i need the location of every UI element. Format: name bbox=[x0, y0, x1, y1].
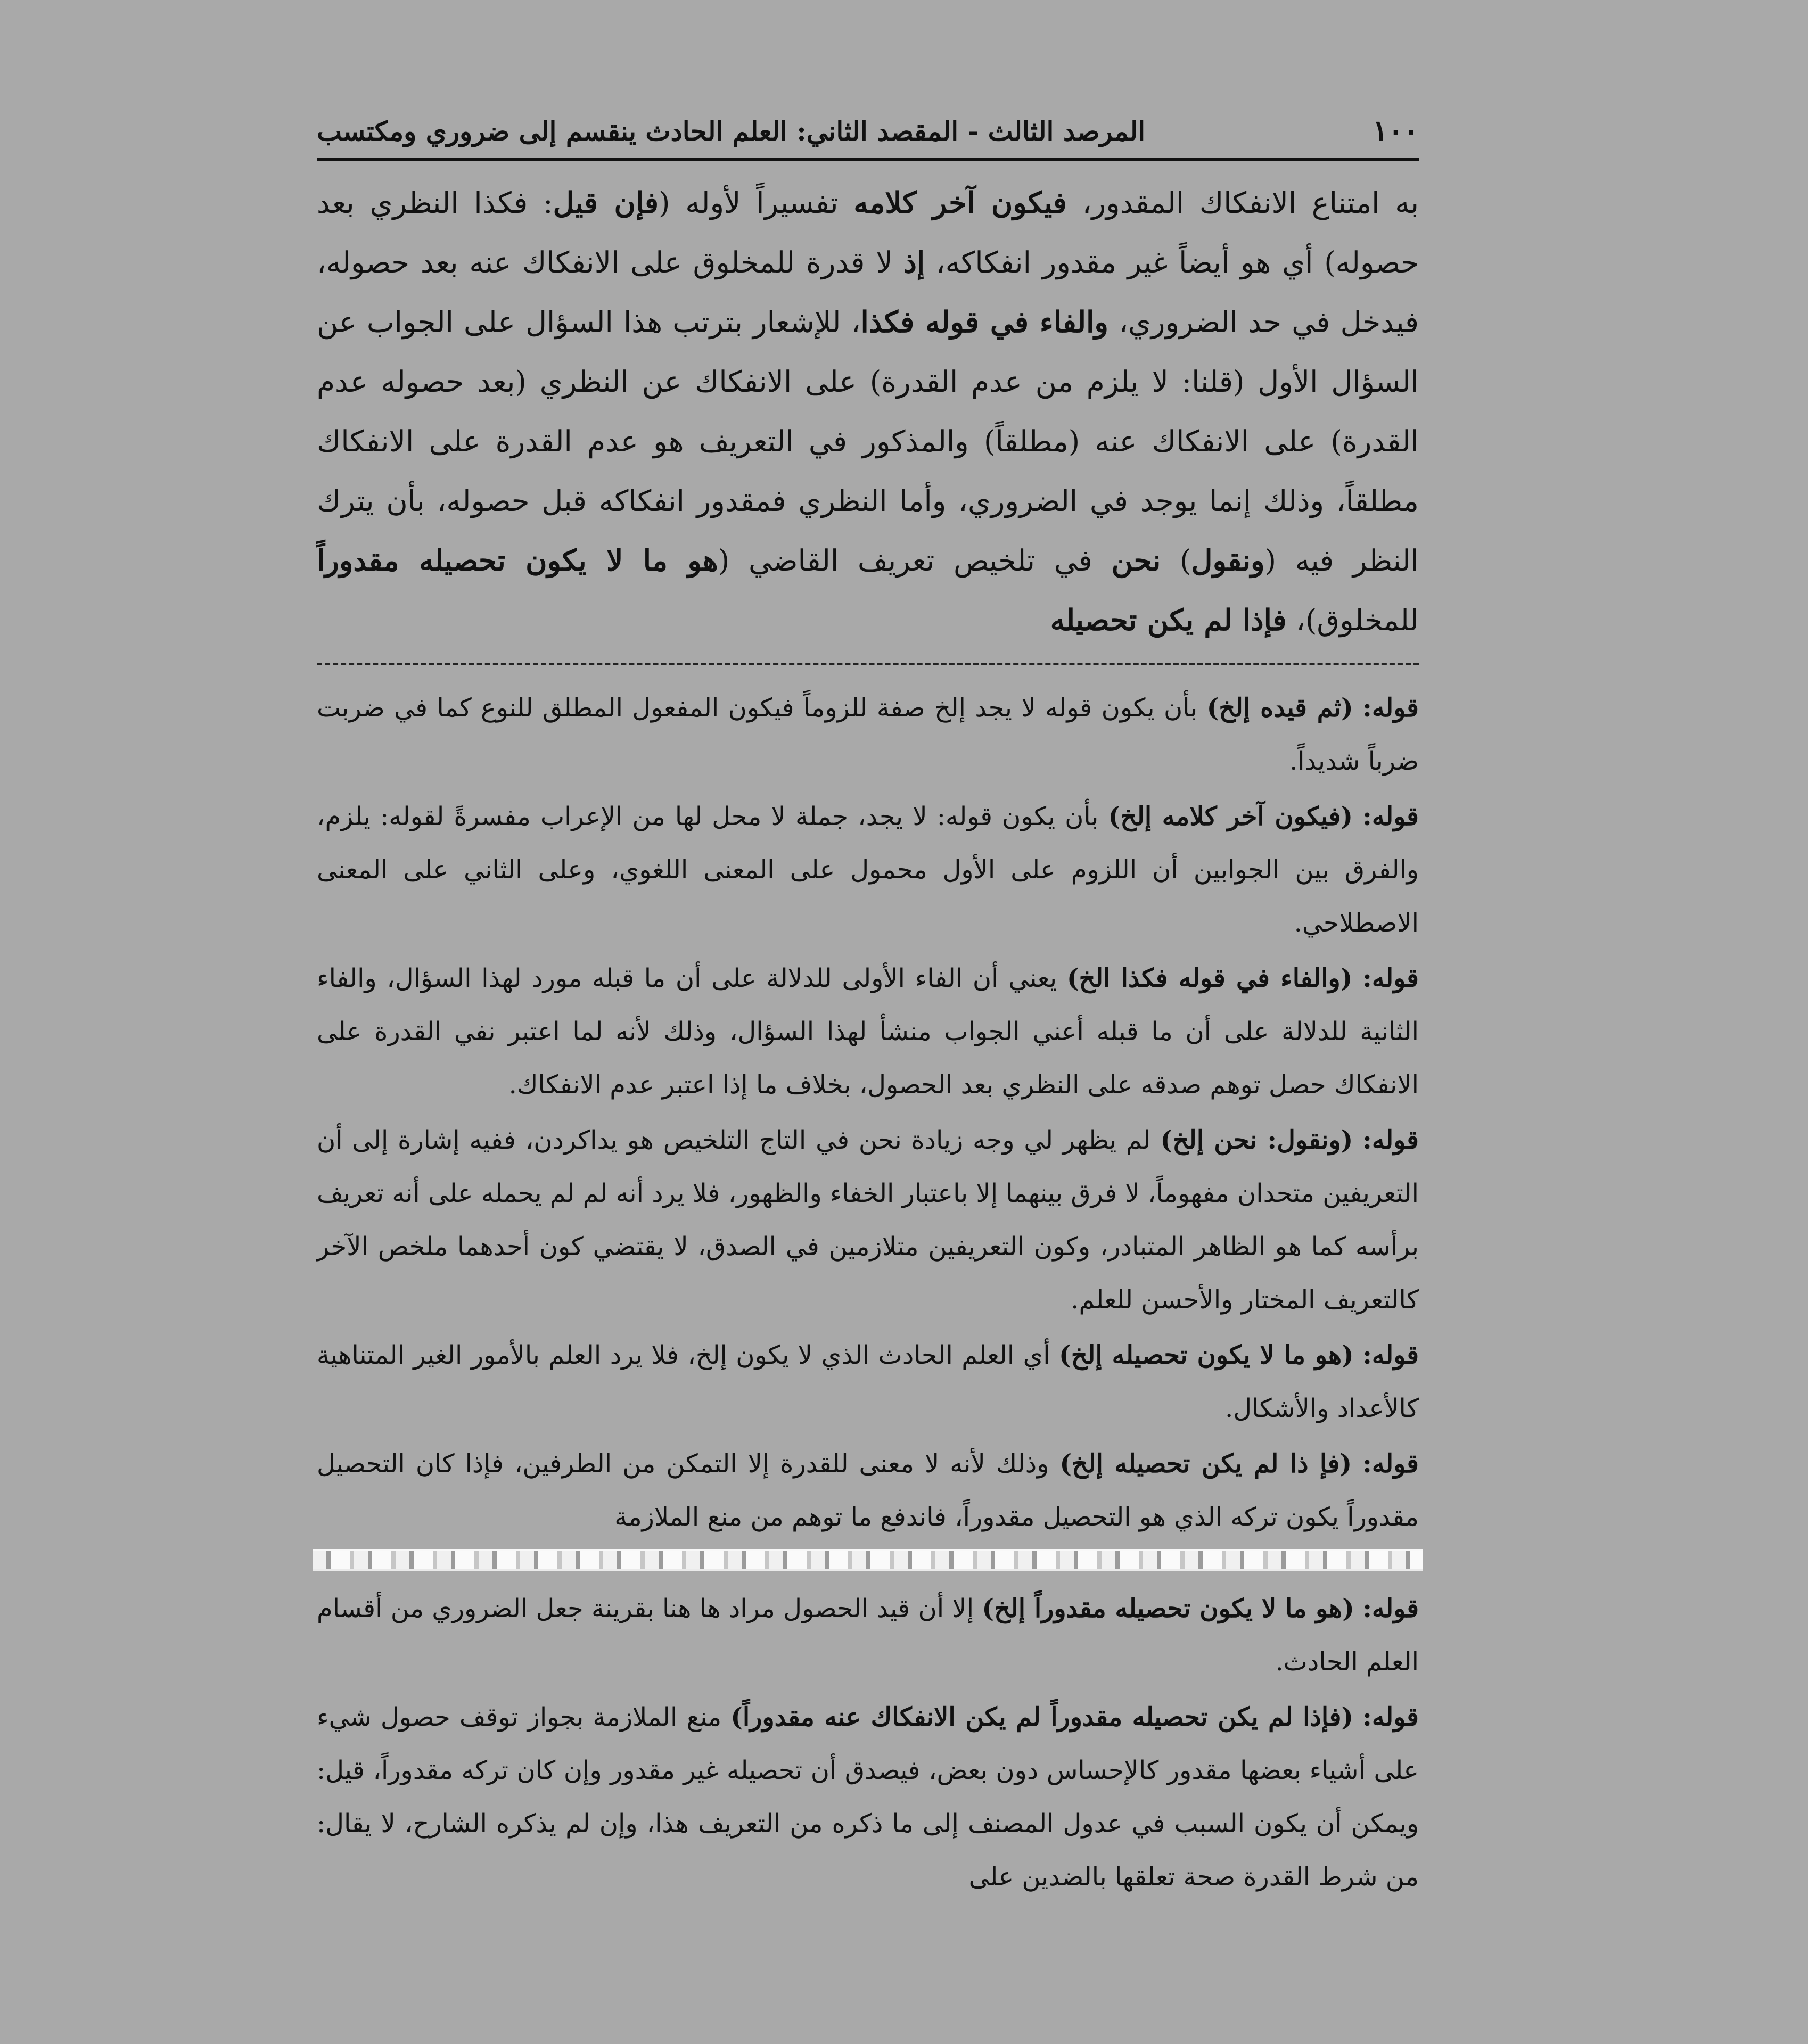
running-header bbox=[317, 106, 1419, 154]
main-text-run: للمخلوق)، bbox=[1286, 603, 1419, 637]
commentary-note bbox=[317, 1437, 1419, 1544]
note-lead: قوله: bbox=[1362, 963, 1419, 993]
main-text-bold-run: والفاء في قوله فكذا bbox=[860, 304, 1108, 339]
main-text-bold-run: فيكون آخر كلامه bbox=[853, 185, 1067, 220]
main-text-bold-run: فإن قيل bbox=[553, 185, 659, 220]
commentary-note bbox=[317, 1114, 1419, 1326]
note-lead: قوله: bbox=[1362, 693, 1419, 723]
scan-damage-strip bbox=[313, 1549, 1423, 1571]
commentary-notes-continued bbox=[317, 1582, 1419, 1903]
commentary-note bbox=[317, 1329, 1419, 1435]
commentary-note bbox=[317, 1691, 1419, 1903]
commentary-note bbox=[317, 1582, 1419, 1688]
main-text-run: لا قدرة للمخلوق على الانفكاك عنه بعد حصوله، فيدخل في حد الضروري، bbox=[317, 245, 1419, 339]
page-number: ١٠٠ bbox=[1372, 113, 1419, 147]
main-text-bold-run: فإذا لم يكن تحصيله bbox=[1050, 603, 1287, 637]
commentary-notes bbox=[317, 681, 1419, 1544]
main-text-bold-run: إذ bbox=[903, 245, 925, 279]
running-title: المرصد الثالث - المقصد الثاني: العلم الحادث ينقسم إلى ضروري ومكتسب bbox=[317, 116, 1146, 147]
note-lead: قوله: bbox=[1362, 1702, 1419, 1732]
note-lead: قوله: bbox=[1362, 1594, 1419, 1623]
main-text-bold-run: نحن bbox=[1111, 543, 1161, 578]
commentary-note bbox=[317, 952, 1419, 1111]
main-text-run: : فكذا النظري بعد حصوله) أي هو أيضاً غير مقدور انفكاكه، bbox=[317, 186, 1419, 279]
note-quoted-phrase: (والفاء في قوله فكذا الخ) bbox=[1066, 963, 1353, 993]
note-text: بأن يكون قوله لا يجد إلخ صفة للزوماً فيكون المفعول المطلق للنوع كما في ضربت ضرباً شديداً. bbox=[317, 693, 1419, 776]
main-text-run: تفسيراً لأوله ( bbox=[659, 186, 854, 220]
note-quoted-phrase: (فإذا لم يكن تحصيله مقدوراً لم يكن الانفكاك عنه مقدوراً) bbox=[730, 1702, 1354, 1732]
header-rule bbox=[317, 158, 1419, 161]
note-text: إلا أن قيد الحصول مراد ها هنا بقرينة جعل الضروري من أقسام العلم الحادث. bbox=[317, 1594, 1419, 1677]
note-quoted-phrase: (فيكون آخر كلامه إلخ) bbox=[1108, 802, 1353, 831]
note-lead: قوله: bbox=[1362, 1125, 1419, 1155]
note-text: منع الملازمة بجواز توقف حصول شيء على أشياء بعضها مقدور كالإحساس دون بعض، فيصدق أن تحصيله غير مقدور وإن كان تركه مقدوراً، قيل: ويمكن أن يكون السبب في عدول المصنف إلى ما ذكره من التعريف هذا، وإن لم يذكره الشارح، لا يقال: من شرط القدرة صحة تعلقها بالضدين على bbox=[317, 1702, 1419, 1892]
note-text: لم يظهر لي وجه زيادة نحن في التاج التلخيص هو يداكردن، ففيه إشارة إلى أن التعريفين متحدان مفهوماً، لا فرق بينهما إلا باعتبار الخفاء والظهور، فلا يرد أنه لم لم يحمله على أنه تعريف برأسه كما هو الظاهر المتبادر، وكون التعريفين متلازمين في الصدق، لا يقتضي كون أحدهما ملخص الآخر كالتعريف المختار والأحسن للعلم. bbox=[317, 1125, 1419, 1315]
main-text-bold-run: ونقول bbox=[1191, 543, 1265, 578]
commentary-note bbox=[317, 681, 1419, 788]
main-text-bold-run: هو ما لا يكون تحصيله مقدوراً bbox=[317, 543, 718, 578]
commentary-note bbox=[317, 790, 1419, 950]
document-page bbox=[317, 106, 1419, 1906]
note-quoted-phrase: (هو ما لا يكون تحصيله إلخ) bbox=[1059, 1340, 1354, 1370]
note-lead: قوله: bbox=[1362, 1449, 1419, 1479]
main-text-run: به امتناع الانفكاك المقدور، bbox=[1066, 186, 1419, 220]
note-text: بأن يكون قوله: لا يجد، جملة لا محل لها من الإعراب مفسرةً لقوله: يلزم، والفرق بين الجوابين أن اللزوم على الأول محمول على المعنى اللغوي، وعلى الثاني على المعنى الاصطلاحي. bbox=[317, 802, 1419, 938]
note-lead: قوله: bbox=[1362, 802, 1419, 831]
main-text-run: ) bbox=[1161, 543, 1191, 578]
main-text-run: في تلخيص تعريف القاضي ( bbox=[718, 543, 1112, 578]
note-text: وذلك لأنه لا معنى للقدرة إلا التمكن من الطرفين، فإذا كان التحصيل مقدوراً يكون تركه الذي هو التحصيل مقدوراً، فاندفع ما توهم من منع الملازمة bbox=[317, 1449, 1419, 1532]
note-quoted-phrase: (هو ما لا يكون تحصيله مقدوراً إلخ) bbox=[982, 1594, 1354, 1623]
note-text: يعني أن الفاء الأولى للدلالة على أن ما قبله مورد لهذا السؤال، والفاء الثانية للدلالة على أن ما قبله أعني الجواب منشأ لهذا السؤال، وذلك لأنه لما اعتبر نفي القدرة على الانفكاك حصل توهم صدقه على النظري بعد الحصول، بخلاف ما إذا اعتبر عدم الانفكاك. bbox=[317, 963, 1419, 1100]
note-quoted-phrase: (فإ ذا لم يكن تحصيله إلخ) bbox=[1059, 1449, 1352, 1479]
note-quoted-phrase: (ثم قيده إلخ) bbox=[1206, 693, 1353, 723]
note-text: أي العلم الحادث الذي لا يكون إلخ، فلا يرد العلم بالأمور الغير المتناهية كالأعداد والأشكال. bbox=[317, 1340, 1419, 1423]
note-lead: قوله: bbox=[1362, 1340, 1419, 1370]
main-text-body bbox=[317, 173, 1419, 650]
main-text-run: ، للإشعار بترتب هذا السؤال على الجواب عن السؤال الأول (قلنا: لا يلزم من عدم القدرة) على الانفكاك عن النظري (بعد حصوله عدم القدرة) على الانفكاك عنه (مطلقاً) والمذكور في التعريف هو عدم القدرة على الانفكاك مطلقاً، وذلك إنما يوجد في الضروري، وأما النظري فمقدور انفكاكه قبل حصوله، بأن يترك النظر فيه ( bbox=[317, 305, 1419, 578]
footnote-separator bbox=[317, 663, 1419, 665]
note-quoted-phrase: (ونقول: نحن إلخ) bbox=[1160, 1125, 1353, 1155]
